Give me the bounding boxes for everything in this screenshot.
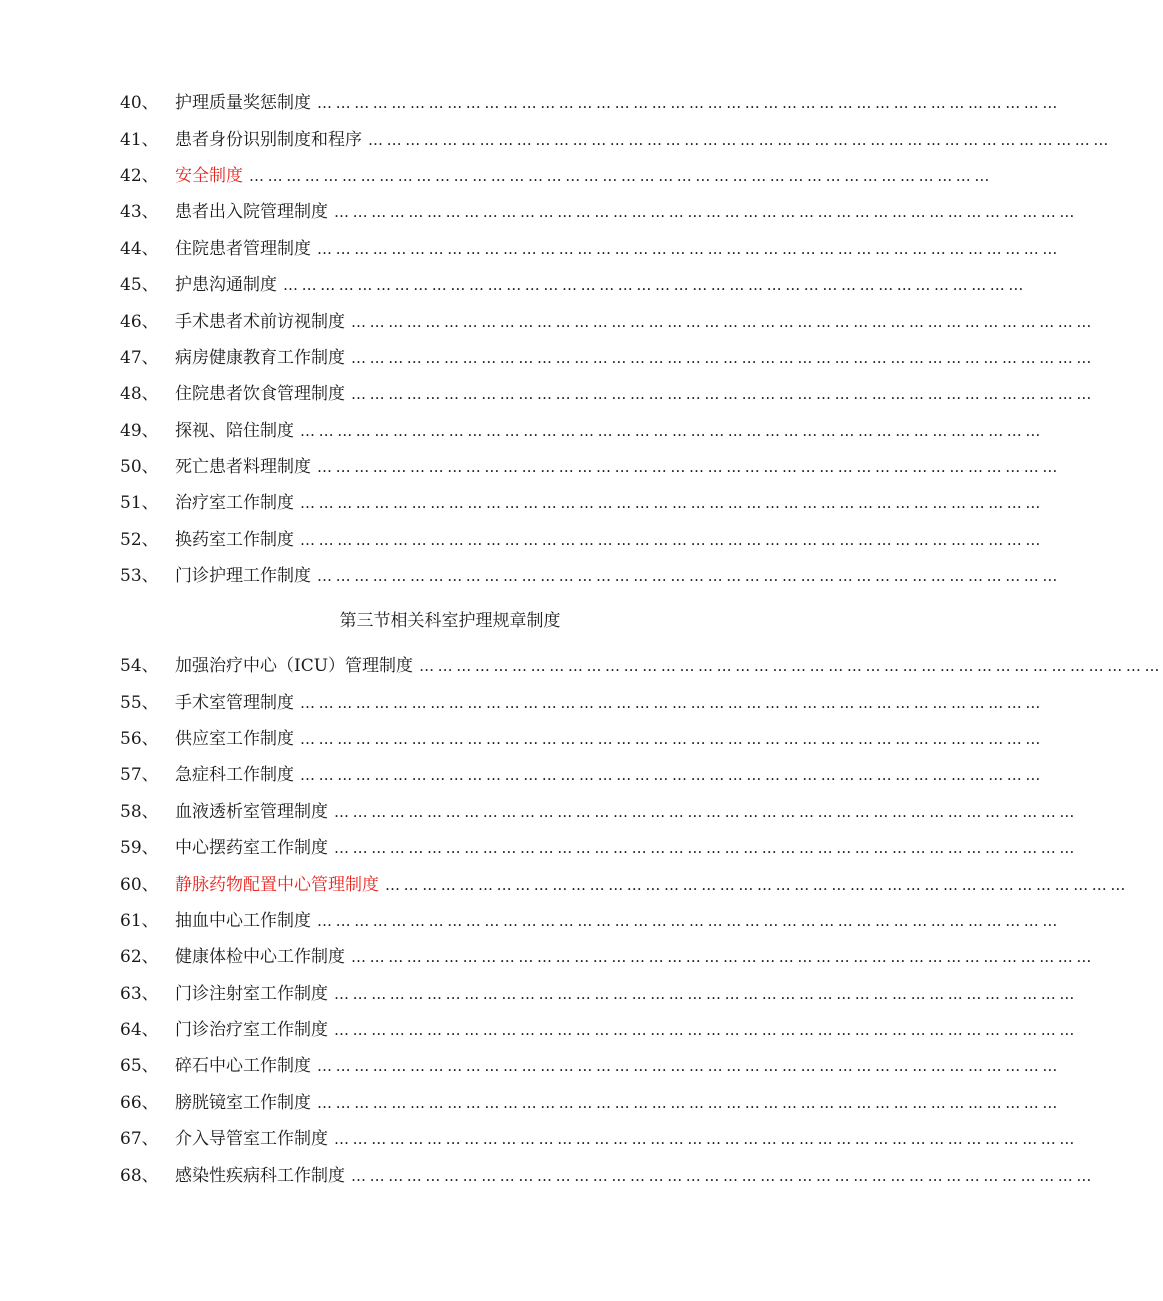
toc-entry [120, 340, 1095, 376]
toc-entry [120, 1012, 1078, 1048]
toc-dot-leader: ………………………………………………………………………………………………………… [351, 312, 1095, 331]
toc-entry [120, 413, 1044, 449]
section-heading: 第三节相关科室护理规章制度 [339, 611, 561, 631]
toc-entry [120, 485, 1044, 521]
toc-dot-leader: ………………………………………………………………………………………………………… [334, 1021, 1078, 1040]
toc-entry [120, 721, 1044, 757]
toc-entry [120, 194, 1078, 230]
toc-dot-leader: ………………………………………………………………………………………………………… [300, 729, 1044, 748]
toc-entry-title: 门诊注射室工作制度 [175, 983, 328, 1004]
toc-dot-leader: ………………………………………………………………………………………………………… [317, 567, 1061, 586]
toc-entry-title: 静脉药物配置中心管理制度 [175, 874, 379, 895]
toc-entry-title: 急症科工作制度 [175, 765, 294, 786]
toc-list-part1 [120, 85, 1112, 594]
toc-entry-title: 病房健康教育工作制度 [175, 347, 345, 368]
toc-entry-number: 53、 [120, 566, 159, 587]
toc-entry-title: 门诊护理工作制度 [175, 566, 311, 587]
toc-entry-number: 40、 [120, 93, 159, 114]
toc-entry-number: 48、 [120, 384, 159, 405]
toc-dot-leader: ………………………………………………………………………………………………………… [385, 875, 1129, 894]
toc-entry [120, 267, 1027, 303]
toc-entry-title: 住院患者饮食管理制度 [175, 384, 345, 405]
toc-dot-leader: ………………………………………………………………………………………………………… [334, 203, 1078, 222]
toc-dot-leader: ………………………………………………………………………………………………………… [300, 766, 1044, 785]
toc-entry [120, 1121, 1078, 1157]
toc-entry [120, 1048, 1061, 1084]
toc-entry-number: 61、 [120, 910, 159, 931]
toc-dot-leader: ………………………………………………………………………………………………………… [419, 657, 1163, 676]
toc-entry-title: 死亡患者料理制度 [175, 457, 311, 478]
toc-entry [120, 158, 993, 194]
toc-dot-leader: ………………………………………………………………………………………………………… [334, 839, 1078, 858]
toc-entry-title: 门诊治疗室工作制度 [175, 1020, 328, 1041]
toc-dot-leader: ………………………………………………………………………………………………………… [317, 94, 1061, 113]
toc-dot-leader: ………………………………………………………………………………………………………… [249, 166, 993, 185]
toc-entry-number: 60、 [120, 874, 159, 895]
toc-entry-number: 56、 [120, 728, 159, 749]
toc-entry-number: 67、 [120, 1129, 159, 1150]
toc-dot-leader: ………………………………………………………………………………………………………… [317, 1057, 1061, 1076]
toc-list-part2 [120, 648, 1163, 1194]
toc-entry-title: 感染性疾病科工作制度 [175, 1165, 345, 1186]
toc-entry-title: 换药室工作制度 [175, 529, 294, 550]
toc-entry-number: 52、 [120, 529, 159, 550]
toc-entry-title: 中心摆药室工作制度 [175, 838, 328, 859]
toc-entry [120, 558, 1061, 594]
toc-entry [120, 939, 1095, 975]
toc-entry-number: 63、 [120, 983, 159, 1004]
toc-dot-leader: ………………………………………………………………………………………………………… [334, 1130, 1078, 1149]
toc-entry [120, 830, 1078, 866]
toc-entry-number: 57、 [120, 765, 159, 786]
toc-entry [120, 794, 1078, 830]
toc-entry-title: 血液透析室管理制度 [175, 801, 328, 822]
toc-dot-leader: ………………………………………………………………………………………………………… [317, 911, 1061, 930]
toc-entry-number: 43、 [120, 202, 159, 223]
toc-entry-number: 51、 [120, 493, 159, 514]
toc-entry-title: 手术室管理制度 [175, 692, 294, 713]
toc-entry-title: 碎石中心工作制度 [175, 1056, 311, 1077]
toc-entry-number: 55、 [120, 692, 159, 713]
toc-dot-leader: ………………………………………………………………………………………………………… [368, 130, 1112, 149]
toc-dot-leader: ………………………………………………………………………………………………………… [317, 1093, 1061, 1112]
toc-entry-title: 患者身份识别制度和程序 [175, 129, 362, 150]
toc-entry-title: 住院患者管理制度 [175, 238, 311, 259]
toc-entry-number: 68、 [120, 1165, 159, 1186]
toc-entry-title: 探视、陪住制度 [175, 420, 294, 441]
toc-entry-number: 64、 [120, 1020, 159, 1041]
toc-entry-number: 54、 [120, 656, 159, 677]
toc-entry [120, 1157, 1095, 1193]
toc-entry [120, 121, 1112, 157]
toc-entry-number: 44、 [120, 238, 159, 259]
toc-entry-number: 49、 [120, 420, 159, 441]
toc-entry-title: 手术患者术前访视制度 [175, 311, 345, 332]
toc-entry [120, 1085, 1061, 1121]
toc-entry-title: 健康体检中心工作制度 [175, 947, 345, 968]
toc-entry-number: 50、 [120, 457, 159, 478]
toc-entry [120, 684, 1044, 720]
toc-dot-leader: ………………………………………………………………………………………………………… [351, 385, 1095, 404]
toc-dot-leader: ………………………………………………………………………………………………………… [300, 421, 1044, 440]
toc-dot-leader: ………………………………………………………………………………………………………… [300, 693, 1044, 712]
toc-dot-leader: ………………………………………………………………………………………………………… [351, 948, 1095, 967]
toc-dot-leader: ………………………………………………………………………………………………………… [300, 530, 1044, 549]
toc-dot-leader: ………………………………………………………………………………………………………… [300, 494, 1044, 513]
toc-entry [120, 903, 1061, 939]
toc-entry-number: 62、 [120, 947, 159, 968]
toc-entry [120, 522, 1044, 558]
toc-entry [120, 648, 1163, 684]
toc-entry [120, 376, 1095, 412]
toc-entry [120, 231, 1061, 267]
toc-entry-number: 65、 [120, 1056, 159, 1077]
toc-dot-leader: ………………………………………………………………………………………………………… [351, 1166, 1095, 1185]
toc-entry-number: 59、 [120, 838, 159, 859]
toc-entry [120, 757, 1044, 793]
toc-dot-leader: ………………………………………………………………………………………………………… [317, 239, 1061, 258]
toc-entry-number: 41、 [120, 129, 159, 150]
toc-entry-title: 抽血中心工作制度 [175, 910, 311, 931]
toc-entry-number: 45、 [120, 275, 159, 296]
toc-entry-title: 患者出入院管理制度 [175, 202, 328, 223]
toc-entry [120, 976, 1078, 1012]
toc-dot-leader: ………………………………………………………………………………………………………… [351, 348, 1095, 367]
toc-entry [120, 449, 1061, 485]
toc-dot-leader: ………………………………………………………………………………………………………… [317, 458, 1061, 477]
toc-entry-number: 47、 [120, 347, 159, 368]
toc-dot-leader: ………………………………………………………………………………………………………… [283, 276, 1027, 295]
toc-entry-title: 介入导管室工作制度 [175, 1129, 328, 1150]
toc-entry-title: 治疗室工作制度 [175, 493, 294, 514]
toc-entry [120, 866, 1129, 902]
toc-entry-title: 护理质量奖惩制度 [175, 93, 311, 114]
toc-entry-title: 膀胱镜室工作制度 [175, 1092, 311, 1113]
toc-entry [120, 85, 1061, 121]
toc-entry-number: 46、 [120, 311, 159, 332]
toc-entry-number: 58、 [120, 801, 159, 822]
toc-entry-title: 护患沟通制度 [175, 275, 277, 296]
toc-entry-number: 66、 [120, 1092, 159, 1113]
toc-entry-number: 42、 [120, 165, 159, 186]
toc-entry-title: 加强治疗中心（ICU）管理制度 [175, 656, 414, 677]
toc-entry-title: 供应室工作制度 [175, 728, 294, 749]
toc-dot-leader: ………………………………………………………………………………………………………… [334, 802, 1078, 821]
toc-entry [120, 303, 1095, 339]
toc-entry-title: 安全制度 [175, 165, 243, 186]
toc-dot-leader: ………………………………………………………………………………………………………… [334, 984, 1078, 1003]
